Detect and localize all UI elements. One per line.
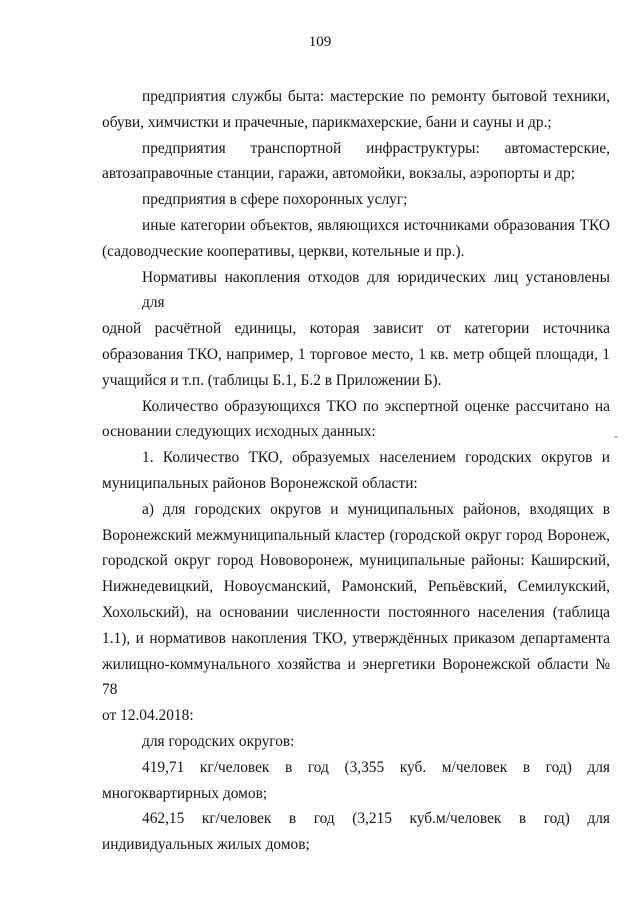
text-line: 419,71 кг/человек в год (3,355 куб. м/человек в год) для — [142, 758, 610, 776]
text-line: городской округ город Нововоронеж, муниципальные районы: Каширский, — [102, 552, 610, 570]
body-text — [102, 84, 610, 858]
text-line: 462,15 кг/человек в год (3,215 куб.м/человек в год) для — [142, 810, 610, 828]
text-line: основании следующих исходных данных: — [102, 423, 376, 441]
text-line: многоквартирных домов; — [102, 784, 268, 802]
text-line: иные категории объектов, являющихся источниками образования ТКО — [142, 216, 610, 234]
text-line: учащийся и т.п. (таблицы Б.1, Б.2 в Приложении Б). — [102, 371, 442, 389]
text-line: Нижнедевицкий, Новоусманский, Рамонский, Репьёвский, Семилукский, — [102, 578, 610, 596]
page-number: 109 — [308, 34, 332, 50]
text-line: Хохольский), на основании численности постоянного населения (таблица — [102, 603, 610, 621]
text-line: одной расчётной единицы, которая зависит от категории источника — [102, 320, 610, 338]
text-line: (садоводческие кооперативы, церкви, котельные и пр.). — [102, 242, 465, 260]
text-line: а) для городских округов и муниципальных районов, входящих в — [142, 500, 610, 518]
text-line: автозаправочные станции, гаражи, автомойки, вокзалы, аэропорты и др; — [102, 165, 575, 183]
text-line: предприятия транспортной инфраструктуры: автомастерские, — [142, 139, 610, 157]
text-line: Нормативы накопления отходов для юридических лиц установлены для — [142, 268, 610, 312]
text-line: Воронежский межмуниципальный кластер (городской округ город Воронеж, — [102, 526, 610, 544]
text-line: от 12.04.2018: — [102, 707, 194, 725]
text-line: 1. Количество ТКО, образуемых населением городских округов и — [142, 449, 610, 467]
text-line: обуви, химчистки и прачечные, парикмахерские, бани и сауны и др.; — [102, 113, 552, 131]
text-line: предприятия в сфере похоронных услуг; — [142, 191, 408, 209]
text-line: образования ТКО, например, 1 торговое место, 1 кв. метр общей площади, 1 — [102, 345, 610, 363]
stray-mark: - — [614, 429, 618, 443]
text-line: индивидуальных жилых домов; — [102, 836, 310, 854]
text-line: Количество образующихся ТКО по экспертной оценке рассчитано на — [142, 397, 610, 415]
text-line: предприятия службы быта: мастерские по ремонту бытовой техники, — [142, 88, 610, 105]
text-line: 1.1), и нормативов накопления ТКО, утверждённых приказом департамента — [102, 629, 610, 647]
text-line: жилищно-коммунального хозяйства и энергетики Воронежской области № 78 — [102, 655, 610, 699]
text-line: для городских округов: — [142, 732, 295, 750]
text-line: муниципальных районов Воронежской области: — [102, 474, 418, 492]
